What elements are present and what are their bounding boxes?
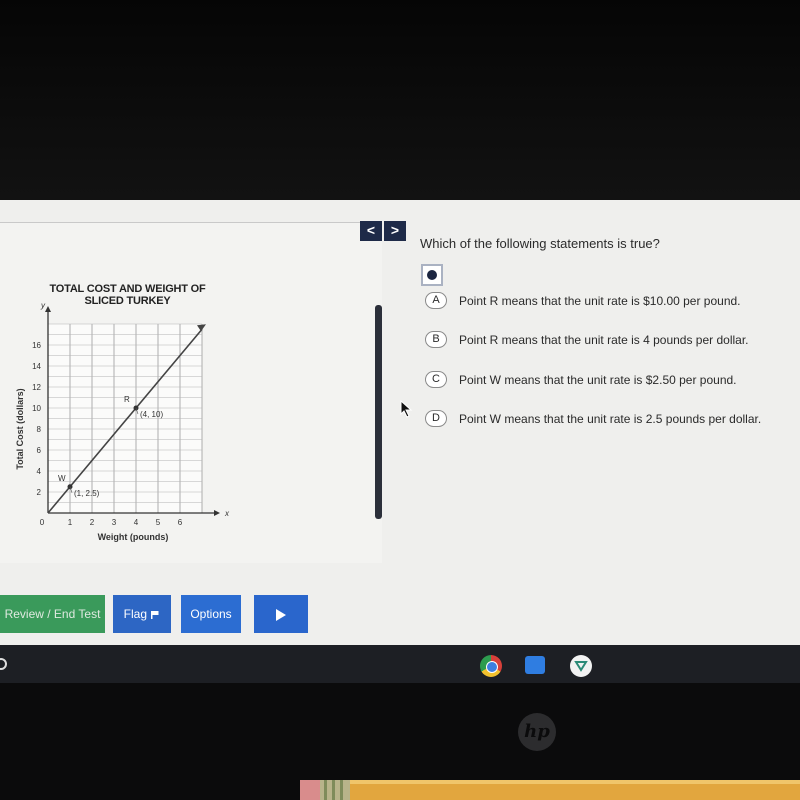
chrome-icon[interactable] — [480, 655, 502, 677]
x-tick-label: 5 — [155, 518, 161, 527]
pane-scrollbar[interactable] — [375, 305, 382, 519]
choice-text: Point R means that the unit rate is $10.00 per pound. — [459, 293, 741, 308]
next-button[interactable] — [254, 595, 308, 633]
launcher-icon[interactable] — [0, 657, 8, 671]
store-triangle-icon — [570, 655, 592, 677]
choice-letter: C — [425, 371, 447, 388]
y-tick-label: 2 — [36, 488, 41, 497]
x-tick-label: 2 — [89, 518, 95, 527]
x-axis-letter: x — [225, 509, 229, 518]
choice-text: Point W means that the unit rate is $2.50 per pound. — [459, 372, 737, 387]
pencil-icon — [300, 774, 800, 800]
choice-b[interactable] — [425, 331, 749, 348]
x-tick-label: 0 — [39, 518, 45, 527]
options-button[interactable]: Options — [181, 595, 241, 633]
point-coordinate-label: (1, 2.5) — [74, 488, 100, 498]
choice-text: Point W means that the unit rate is 2.5 pounds per dollar. — [459, 411, 762, 426]
choice-letter: D — [425, 410, 447, 427]
question-text: Which of the following statements is true? — [420, 236, 660, 251]
choice-a[interactable] — [425, 292, 741, 309]
x-tick-label: 1 — [67, 518, 73, 527]
hp-logo: hp — [518, 713, 556, 751]
choice-c[interactable] — [425, 371, 737, 388]
y-axis-letter: y — [41, 301, 45, 310]
flag-button[interactable] — [113, 595, 171, 633]
test-screen — [0, 200, 800, 645]
flag-label: Flag — [123, 607, 147, 621]
play-arrow-icon — [274, 608, 288, 622]
x-axis-label: Weight (pounds) — [97, 532, 169, 542]
choice-letter: B — [425, 331, 447, 348]
point-name-label: R — [124, 395, 130, 404]
y-tick-label: 16 — [32, 341, 41, 350]
y-tick-label: 4 — [36, 467, 41, 476]
choice-d[interactable] — [425, 410, 761, 427]
point-coordinate-label: (4, 10) — [140, 410, 164, 419]
x-axis-arrow-icon — [214, 510, 220, 516]
os-taskbar — [0, 645, 800, 683]
flag-icon — [150, 610, 160, 620]
chart-title: TOTAL COST AND WEIGHT OF SLICED TURKEY — [49, 283, 206, 307]
mouse-cursor-icon — [400, 400, 414, 418]
x-tick-label: 3 — [111, 518, 117, 527]
y-tick-label: 14 — [32, 362, 41, 371]
graph-pane — [0, 222, 382, 563]
mark-dot-icon — [427, 270, 437, 280]
y-tick-label: 8 — [36, 425, 41, 434]
turkey-cost-chart — [0, 223, 382, 568]
next-pane-button[interactable]: > — [384, 221, 406, 241]
store-icon[interactable] — [570, 655, 592, 677]
y-tick-label: 12 — [32, 383, 41, 392]
y-tick-label: 10 — [32, 404, 41, 413]
choice-text: Point R means that the unit rate is 4 pounds per dollar. — [459, 332, 749, 347]
choice-letter: A — [425, 292, 447, 309]
point-name-label: W — [58, 473, 66, 483]
mark-for-review-toggle[interactable] — [421, 264, 443, 286]
pane-nav — [360, 221, 408, 241]
y-axis-arrow-icon — [45, 306, 51, 312]
prev-pane-button[interactable]: < — [360, 221, 382, 241]
screen-bezel-top — [0, 0, 800, 200]
x-tick-label: 4 — [133, 518, 139, 527]
review-end-test-button[interactable]: Review / End Test — [0, 595, 105, 633]
y-axis-label: Total Cost (dollars) — [15, 388, 25, 470]
files-icon[interactable] — [525, 656, 545, 674]
y-tick-label: 6 — [36, 446, 41, 455]
x-tick-label: 6 — [177, 518, 183, 527]
